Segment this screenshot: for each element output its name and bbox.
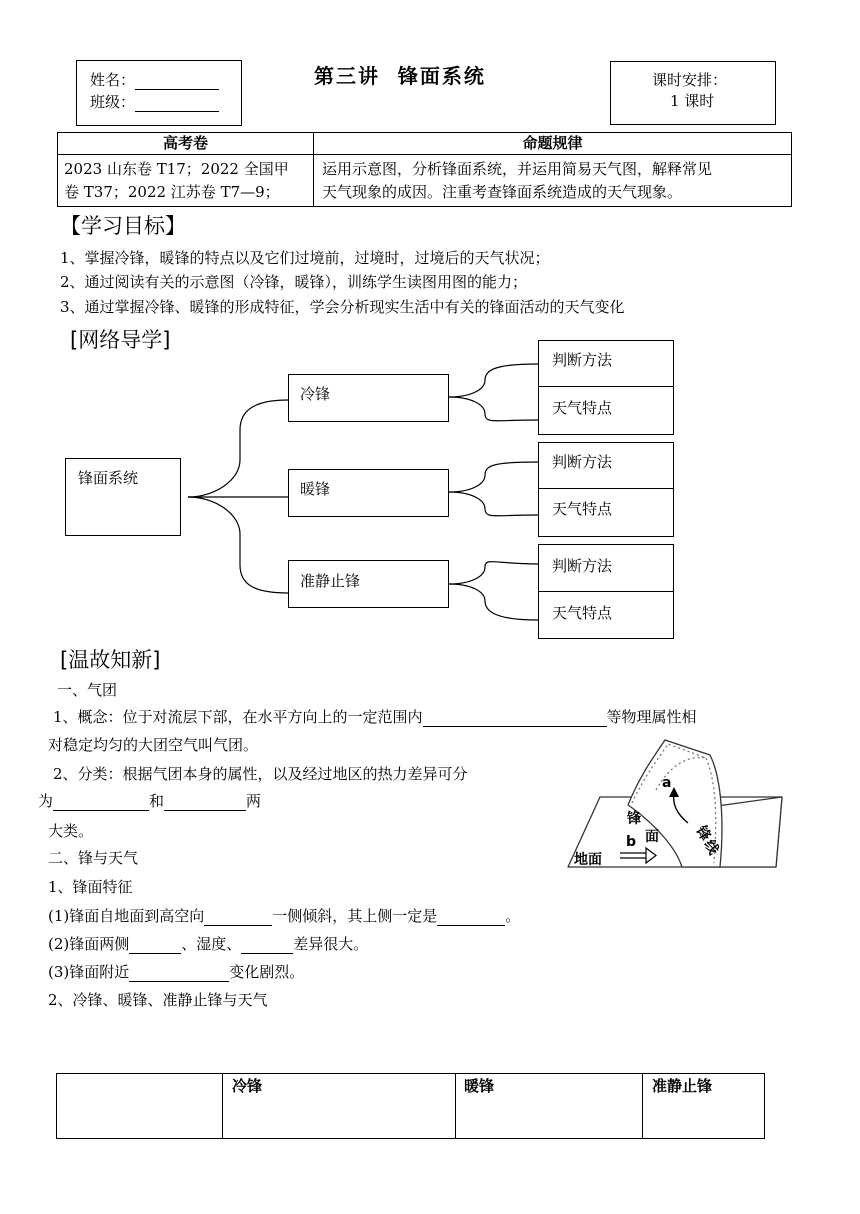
figure-label-ground: 地面 — [574, 852, 602, 868]
front-feature-3-blank[interactable] — [129, 966, 229, 982]
front-feature-1-blank-a[interactable] — [204, 910, 272, 926]
name-label: 姓名： — [90, 70, 219, 90]
network-heading: [网络导学] — [70, 328, 171, 352]
front-feature-1-blank-b[interactable] — [437, 910, 505, 926]
airmass-class-line2: 为 和 两 — [38, 792, 262, 810]
warm-sub-divider — [538, 488, 674, 489]
airmass-class-line3: 大类。 — [48, 822, 94, 840]
warm-weather-label: 天气特点 — [552, 500, 613, 518]
goal-item-3: 3、通过掌握冷锋、暖锋的形成特征，学会分析现实生活中有关的锋面活动的天气变化 — [60, 298, 625, 316]
cold-sub-divider — [538, 386, 674, 387]
cold-weather-label: 天气特点 — [552, 399, 613, 417]
airmass-section-title: 一、气团 — [57, 681, 118, 699]
goal-item-1: 1、掌握冷锋，暖锋的特点以及它们过境前，过境时，过境后的天气状况； — [60, 249, 550, 267]
airmass-class-blank-2[interactable] — [164, 795, 246, 811]
airmass-class-blank-1[interactable] — [53, 795, 149, 811]
exam-col1-line2: 卷 T37；2022 江苏卷 T7—9； — [64, 183, 280, 201]
exam-col1-header: 高考卷 — [162, 134, 208, 152]
figure-label-front-line: 锋线 — [692, 823, 723, 860]
stationary-weather-label: 天气特点 — [552, 604, 613, 622]
node-warm-label: 暖锋 — [300, 480, 331, 498]
front-weather-table — [56, 1073, 765, 1139]
airmass-concept-text-a: 1、概念：位于对流层下部，在水平方向上的一定范围内 — [53, 708, 423, 726]
front-section-title: 二、锋与天气 — [48, 849, 139, 867]
weather-table-col2: 冷锋 — [232, 1077, 263, 1095]
review-heading: [温故知新] — [60, 648, 161, 672]
front-feature-3: (3)锋面附近 变化剧烈。 — [48, 963, 305, 981]
figure-label-a: a — [662, 775, 672, 791]
front-weather-title: 2、冷锋、暖锋、准静止锋与天气 — [48, 991, 268, 1009]
front-feature-1: (1)锋面自地面到高空向 一侧倾斜，其上侧一定是 。 — [48, 907, 521, 925]
airmass-concept-line2: 对稳定均匀的大团空气叫气团。 — [48, 736, 259, 754]
node-root-label: 锋面系统 — [78, 469, 139, 487]
weather-table-col3: 暖锋 — [464, 1077, 495, 1095]
figure-label-front-1: 锋 — [627, 811, 641, 827]
figure-label-b: b — [626, 834, 637, 850]
exam-col2-line2: 天气现象的成因。注重考查锋面系统造成的天气现象。 — [322, 183, 683, 201]
class-label: 班级： — [90, 92, 219, 112]
stationary-judge-label: 判断方法 — [552, 557, 613, 575]
exam-col1-line1: 2023 山东卷 T17；2022 全国甲 — [64, 160, 289, 178]
airmass-concept-blank[interactable] — [423, 711, 607, 727]
airmass-class-line1: 2、分类：根据气团本身的属性，以及经过地区的热力差异可分 — [53, 765, 468, 783]
page-title: 第三讲 锋面系统 — [314, 64, 486, 88]
cold-judge-label: 判断方法 — [552, 351, 613, 369]
exam-col2-header: 命题规律 — [522, 134, 583, 152]
goals-heading: 【学习目标】 — [60, 214, 186, 238]
figure-label-front-2: 面 — [645, 829, 659, 845]
weather-table-col4: 准静止锋 — [652, 1077, 713, 1095]
front-feature-2-blank-a[interactable] — [129, 938, 181, 954]
front-feature-2: (2)锋面两侧 、湿度、 差异很大。 — [48, 935, 369, 953]
stationary-sub-divider — [538, 591, 674, 592]
front-feature-2-blank-b[interactable] — [241, 938, 293, 954]
front-features-title: 1、锋面特征 — [48, 878, 133, 896]
airmass-concept-line1 — [53, 707, 697, 727]
exam-col2-line1: 运用示意图，分析锋面系统，并运用简易天气图，解释常见 — [322, 160, 713, 178]
goal-item-2: 2、通过阅读有关的示意图（冷锋，暖锋），训练学生读图用图的能力； — [60, 273, 528, 291]
node-cold-label: 冷锋 — [300, 385, 331, 403]
warm-judge-label: 判断方法 — [552, 453, 613, 471]
schedule-value: 1 课时 — [670, 92, 715, 110]
airmass-concept-text-b: 等物理属性相 — [606, 708, 697, 726]
schedule-label: 课时安排： — [652, 71, 728, 89]
node-stationary-label: 准静止锋 — [300, 572, 361, 590]
